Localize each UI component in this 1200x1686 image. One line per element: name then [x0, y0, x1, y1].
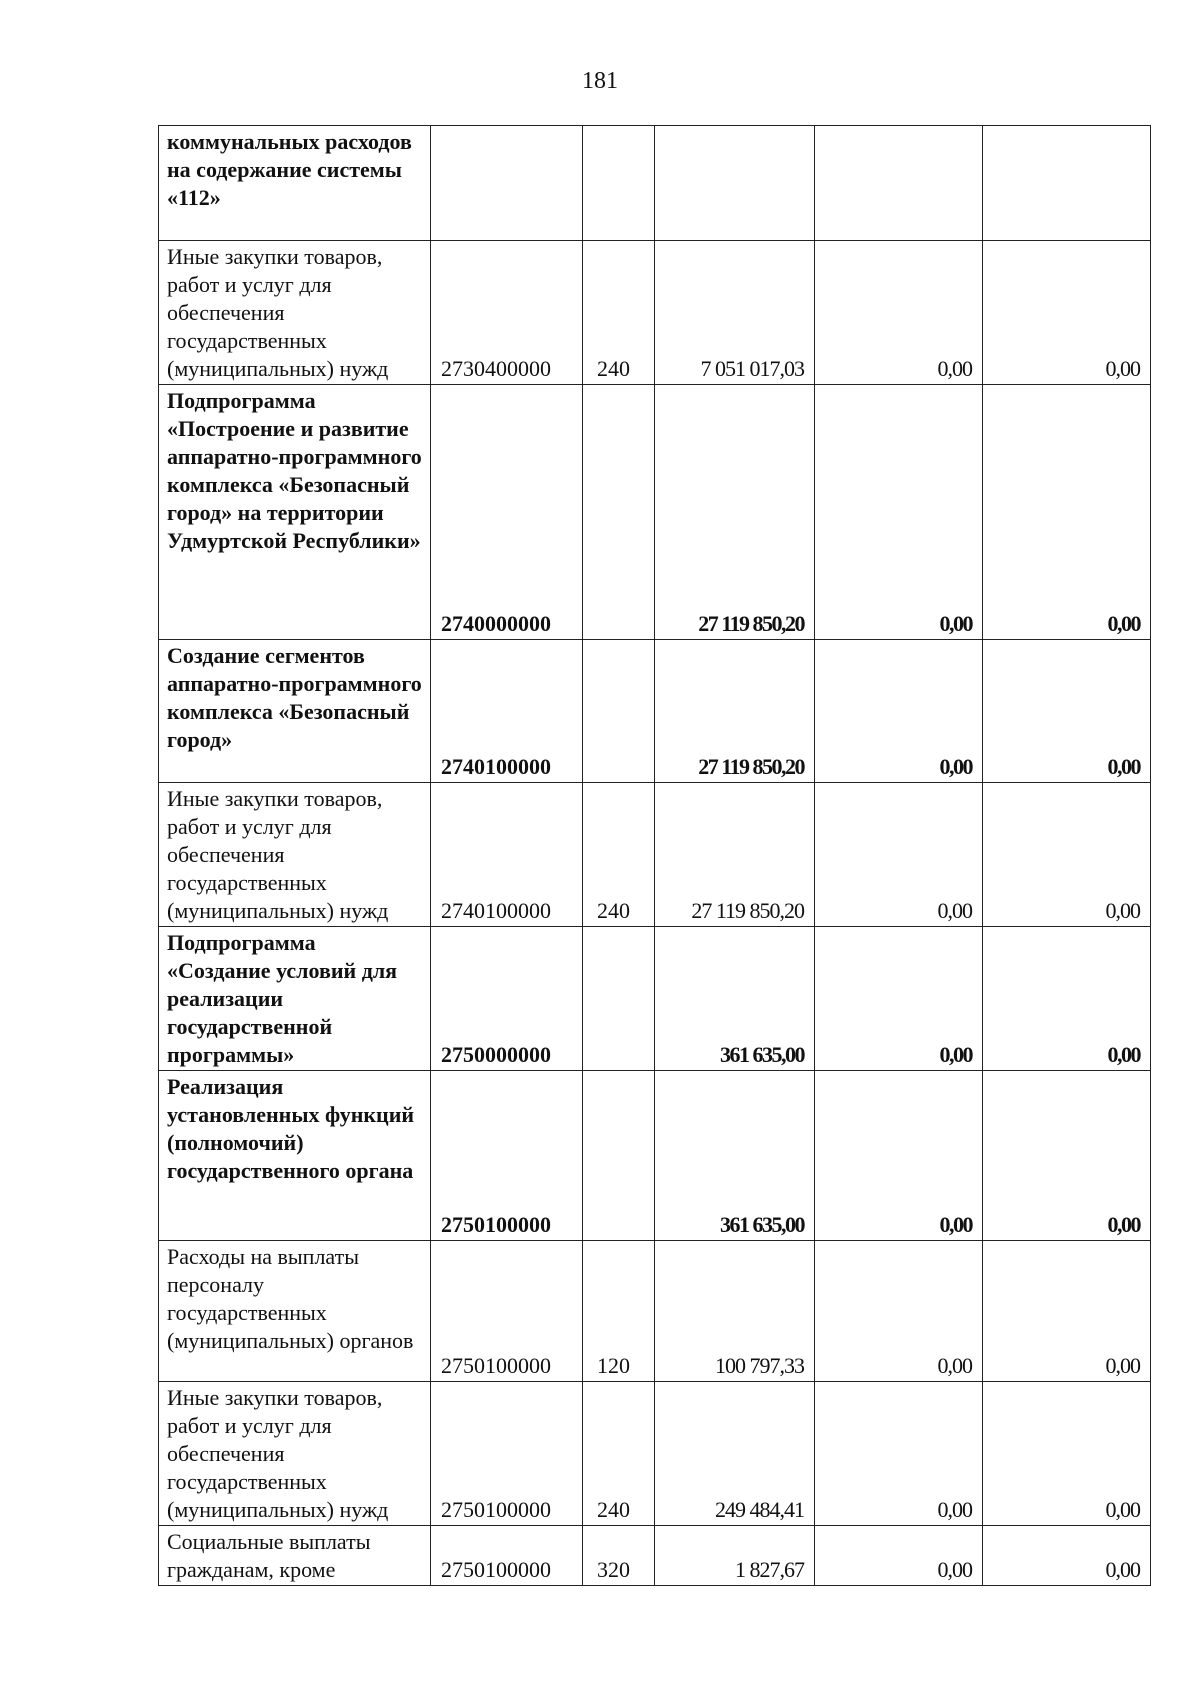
- row-amount: [655, 126, 815, 241]
- row-description: Расходы на выплаты персоналу государственных (муниципальных) органов: [159, 1241, 431, 1382]
- row-code: 2730400000: [431, 241, 583, 385]
- row-description: коммунальных расходов на содержание системы «112»: [159, 126, 431, 241]
- row-amount-3: [983, 126, 1151, 241]
- table-row: [159, 640, 1151, 783]
- row-amount: 7 051 017,03: [655, 241, 815, 385]
- row-description: Подпрограмма «Построение и развитие аппаратно-программного комплекса «Безопасный город» на территории Удмуртской Республики»: [159, 385, 431, 640]
- row-description: Иные закупки товаров, работ и услуг для обеспечения государственных (муниципальных) нужд: [159, 783, 431, 927]
- row-amount-2: [815, 126, 983, 241]
- table-row: [159, 1241, 1151, 1382]
- row-amount-2: 0,00: [815, 927, 983, 1071]
- row-code: 2740100000: [431, 783, 583, 927]
- row-description: Иные закупки товаров, работ и услуг для обеспечения государственных (муниципальных) нужд: [159, 241, 431, 385]
- row-expense-type: 240: [583, 1382, 655, 1526]
- table-row: [159, 783, 1151, 927]
- row-amount: 27 119 850,20: [655, 783, 815, 927]
- row-amount-3: 0,00: [983, 927, 1151, 1071]
- row-amount-2: 0,00: [815, 783, 983, 927]
- row-amount-3: 0,00: [983, 640, 1151, 783]
- row-expense-type: [583, 126, 655, 241]
- row-expense-type: [583, 927, 655, 1071]
- row-amount-3: 0,00: [983, 1526, 1151, 1586]
- row-expense-type: [583, 640, 655, 783]
- row-code: 2740100000: [431, 640, 583, 783]
- table-row: [159, 241, 1151, 385]
- row-amount: 27 119 850,20: [655, 640, 815, 783]
- row-code: 2750100000: [431, 1241, 583, 1382]
- row-amount: 361 635,00: [655, 1071, 815, 1241]
- row-description: Реализация установленных функций (полномочий) государственного органа: [159, 1071, 431, 1241]
- table-row: [159, 1071, 1151, 1241]
- row-amount: 249 484,41: [655, 1382, 815, 1526]
- row-amount-3: 0,00: [983, 1071, 1151, 1241]
- row-amount-3: 0,00: [983, 385, 1151, 640]
- row-amount-2: 0,00: [815, 241, 983, 385]
- table-row: [159, 927, 1151, 1071]
- row-amount: 100 797,33: [655, 1241, 815, 1382]
- table-row: [159, 1526, 1151, 1586]
- row-description: Социальные выплаты гражданам, кроме: [159, 1526, 431, 1586]
- table-row: [159, 385, 1151, 640]
- row-amount-2: 0,00: [815, 1241, 983, 1382]
- row-amount: 27 119 850,20: [655, 385, 815, 640]
- table-row: [159, 126, 1151, 241]
- row-description: Подпрограмма «Создание условий для реализации государственной программы»: [159, 927, 431, 1071]
- row-code: 2750100000: [431, 1071, 583, 1241]
- table-row: [159, 1382, 1151, 1526]
- row-amount-3: 0,00: [983, 783, 1151, 927]
- row-amount-2: 0,00: [815, 640, 983, 783]
- row-amount-3: 0,00: [983, 241, 1151, 385]
- row-expense-type: [583, 1071, 655, 1241]
- row-amount-3: 0,00: [983, 1382, 1151, 1526]
- row-expense-type: 240: [583, 241, 655, 385]
- row-amount-2: 0,00: [815, 1382, 983, 1526]
- row-expense-type: 240: [583, 783, 655, 927]
- row-amount-3: 0,00: [983, 1241, 1151, 1382]
- page-number: 181: [582, 68, 618, 94]
- row-code: 2740000000: [431, 385, 583, 640]
- row-amount-2: 0,00: [815, 385, 983, 640]
- row-expense-type: 320: [583, 1526, 655, 1586]
- row-amount: 361 635,00: [655, 927, 815, 1071]
- row-code: [431, 126, 583, 241]
- row-description: Иные закупки товаров, работ и услуг для обеспечения государственных (муниципальных) нужд: [159, 1382, 431, 1526]
- row-amount: 1 827,67: [655, 1526, 815, 1586]
- row-code: 2750100000: [431, 1382, 583, 1526]
- row-description: Создание сегментов аппаратно-программного комплекса «Безопасный город»: [159, 640, 431, 783]
- row-amount-2: 0,00: [815, 1526, 983, 1586]
- row-amount-2: 0,00: [815, 1071, 983, 1241]
- row-code: 2750000000: [431, 927, 583, 1071]
- row-expense-type: [583, 385, 655, 640]
- row-expense-type: 120: [583, 1241, 655, 1382]
- budget-table: [158, 125, 1151, 1586]
- row-code: 2750100000: [431, 1526, 583, 1586]
